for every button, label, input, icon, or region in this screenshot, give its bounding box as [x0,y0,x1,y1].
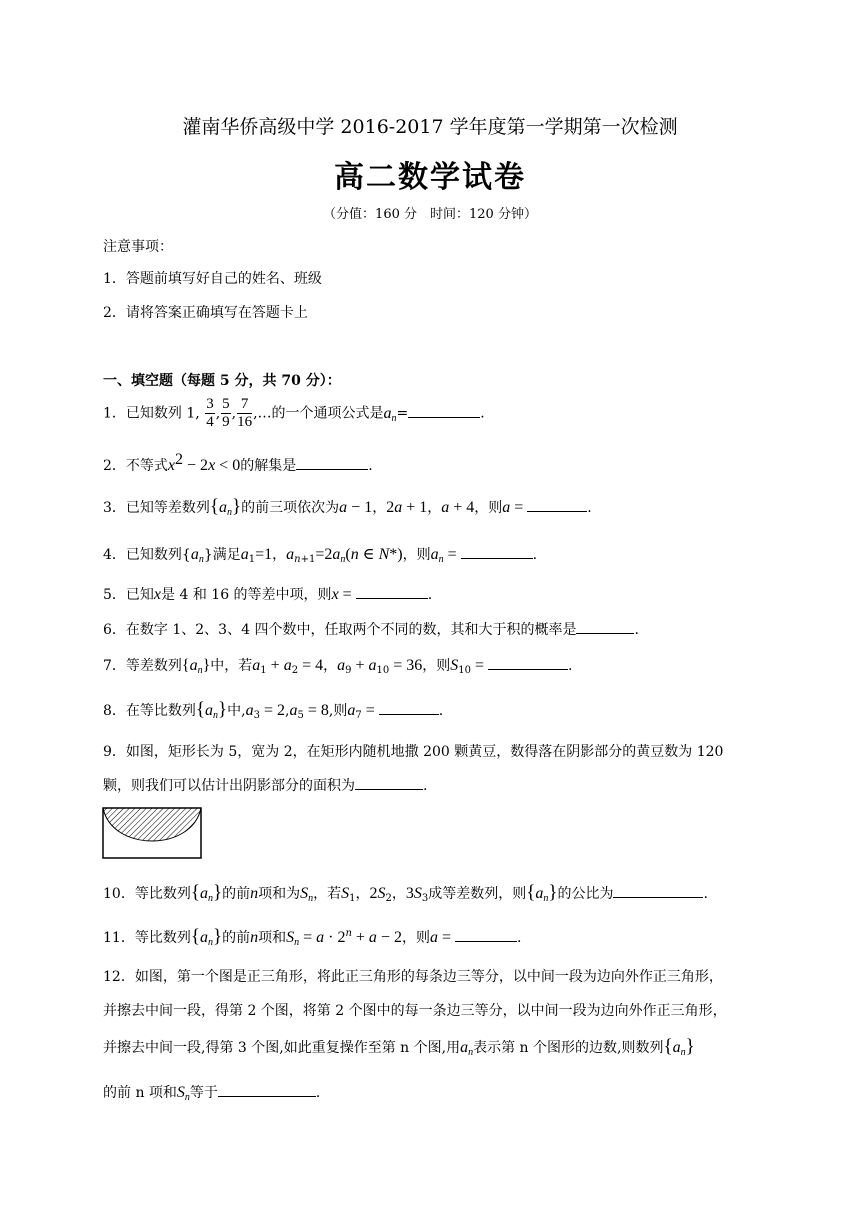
question-12-line4: 的前 n 项和$S_n$等于 . [103,1084,321,1103]
school-header: 灌南华侨高级中学 2016-2017 学年度第一学期第一次检测 [182,116,678,138]
answer-blank [355,777,423,790]
notes-heading: 注意事项： [103,239,173,255]
question-4: 4．已知数列$\{a_n\}$满足$a_1=1$，$a_{n+1}=2a_n(n$ ∈ N*)，则$a_n$ = . [103,546,538,565]
fraction: $\frac{7}{16}$ [237,396,253,430]
answer-blank [527,499,587,512]
answer-blank [218,1084,316,1097]
question-12: 12．如图，第一个图是正三角形，将此正三角形的每条边三等分，以中间一段为边向外作正三角形， [103,969,723,985]
answer-blank [613,885,703,898]
question-1: 1．已知数列 1, $\frac{3}{4}$ , $\frac{5}{9}$ , $\frac{7}{16}$ ,…的一个通项公式是$a_n=$ . [103,396,485,430]
note-item: 2．请将答案正确填写在答题卡上 [103,305,308,321]
answer-blank [408,405,480,418]
question-2: 2．不等式$x^2 - 2x < 0$的解集是 . [103,451,373,474]
answer-blank [455,929,517,942]
question-5: 5．已知x是 4 和 16 的等差中项，则x = . [103,586,433,603]
question-9-cont: 颗，则我们可以估计出阴影部分的面积为 . [103,778,428,794]
question-6: 6．在数字 1、2、3、4 四个数中，任取两个不同的数，其和大于积的概率是 . [103,622,639,638]
fraction: $\frac{3}{4}$ [206,396,214,430]
answer-blank [488,657,568,670]
question-12-line3: 并擦去中间一段,得第 3 个图,如此重复操作至第 n 个图,用$a_n$表示第 n 个图形的边数,则数列$\{a_n\}$ [103,1036,695,1058]
answer-blank [296,457,368,470]
question-7: 7．等差数列$\{a_n\}$中，若$a_1 + a_2 = 4$，$a_9 + a_{10} = 36$，则$S_{10}$ = . [103,657,573,676]
exam-title: 高二数学试卷 [334,160,526,195]
question-12-line2: 并擦去中间一段，得第 2 个图，将第 2 个图中的每一条边三等分，以中间一段为边向外作正三角形， [103,1003,727,1019]
answer-blank [461,546,533,559]
answer-blank [356,586,428,599]
shaded-region [103,808,201,841]
answer-blank [379,702,439,715]
question-9: 9．如图，矩形长为 5，宽为 2，在矩形内随机地撒 200 颗黄豆，数得落在阴影部分的黄豆数为 120 [103,744,724,760]
fraction: $\frac{5}{9}$ [222,396,230,430]
note-item: 1．答题前填写好自己的姓名、班级 [103,271,322,287]
exam-meta: （分值：160 分 时间：120 分钟） [323,207,537,222]
question-11: 11．等比数列$\{a_n\}$的前n项和$S_n = a \cdot 2^n + a - 2$，则a = . [103,926,522,948]
rectangle-figure [102,807,202,859]
answer-blank [576,621,634,634]
section-title: 一、填空题（每题 5 分，共 70 分）： [103,373,341,389]
question-3: 3．已知等差数列$\{a_n\}$的前三项依次为a − 1，2a + 1，a + 4，则a = . [103,496,592,518]
question-10: 10．等比数列$\{a_n\}$的前n项和为$S_n$，若$S_1$，$2S_2$，$3S_3$成等差数列，则$\{a_n\}$的公比为 . [103,882,708,904]
question-8: 8．在等比数列$\{a_n\}$中$,a_3 = 2,a_5 = 8$,则$a_7$ = . [103,699,444,721]
